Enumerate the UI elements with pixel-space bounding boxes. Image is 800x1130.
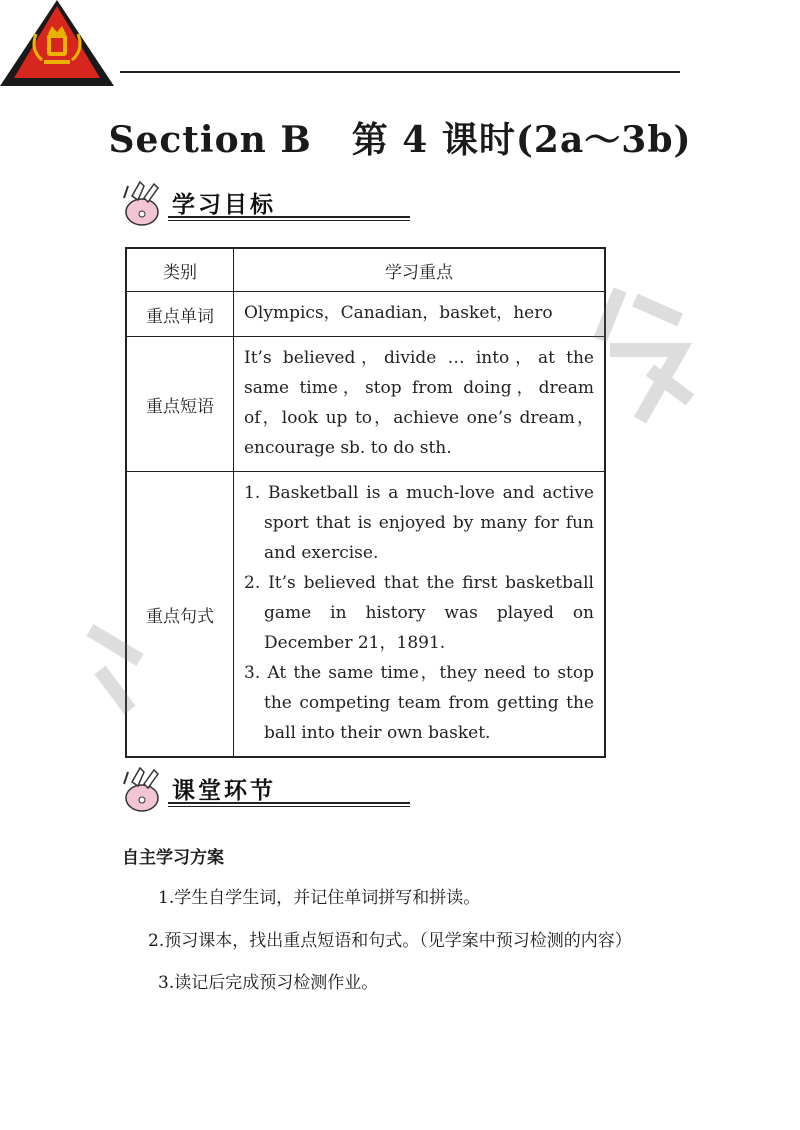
pencil-cup-icon — [118, 764, 170, 816]
section-heading-classroom — [118, 764, 318, 816]
header-category: 类别 — [126, 248, 234, 292]
row-category: 重点句式 — [126, 472, 234, 758]
row-category: 重点短语 — [126, 337, 234, 472]
table-row — [126, 292, 605, 337]
section-underline — [168, 802, 410, 804]
section-heading-goals — [118, 178, 318, 230]
plan-item: 1.学生自学生词，并记住单词拼写和拼读。 — [158, 888, 481, 908]
table-row — [126, 337, 605, 472]
row-content: Olympics，Canadian，basket，hero — [234, 292, 606, 337]
plan-title: 自主学习方案 — [122, 848, 224, 868]
section-underline — [168, 216, 410, 218]
section-underline-thin — [168, 806, 410, 807]
table-row — [126, 472, 605, 758]
sentence-item: 1. Basketball is a much-love and active sport that is enjoyed by many for fun and exercise. — [244, 483, 594, 563]
pencil-cup-icon — [118, 178, 170, 230]
section-underline-thin — [168, 220, 410, 221]
row-content — [234, 472, 606, 758]
section-label: 课堂环节 — [172, 778, 276, 804]
header-rule — [120, 71, 680, 73]
title-section: Section B — [108, 119, 312, 161]
page-title — [0, 112, 800, 163]
sentence-item: 2. It’s believed that the first basketball game in history was played on December 21，1891. — [244, 573, 594, 653]
table-header-row — [126, 248, 605, 292]
sentence-item: 3. At the same time，they need to stop the competing team from getting the ball into their own basket. — [244, 663, 594, 743]
row-content: It’s believed，divide … into，at the same time，stop from doing，dream of，look up to，achieve one’s dream，encourage sb. to do sth. — [234, 337, 606, 472]
plan-item: 2.预习课本，找出重点短语和句式。（见学案中预习检测的内容） — [148, 931, 632, 951]
header-focus: 学习重点 — [234, 248, 606, 292]
section-label: 学习目标 — [172, 192, 276, 218]
title-lesson: 第 4 课时(2a～3b) — [351, 119, 692, 161]
school-logo — [0, 0, 114, 88]
plan-item: 3.读记后完成预习检测作业。 — [158, 973, 379, 993]
learning-goals-table — [125, 247, 606, 758]
row-category: 重点单词 — [126, 292, 234, 337]
